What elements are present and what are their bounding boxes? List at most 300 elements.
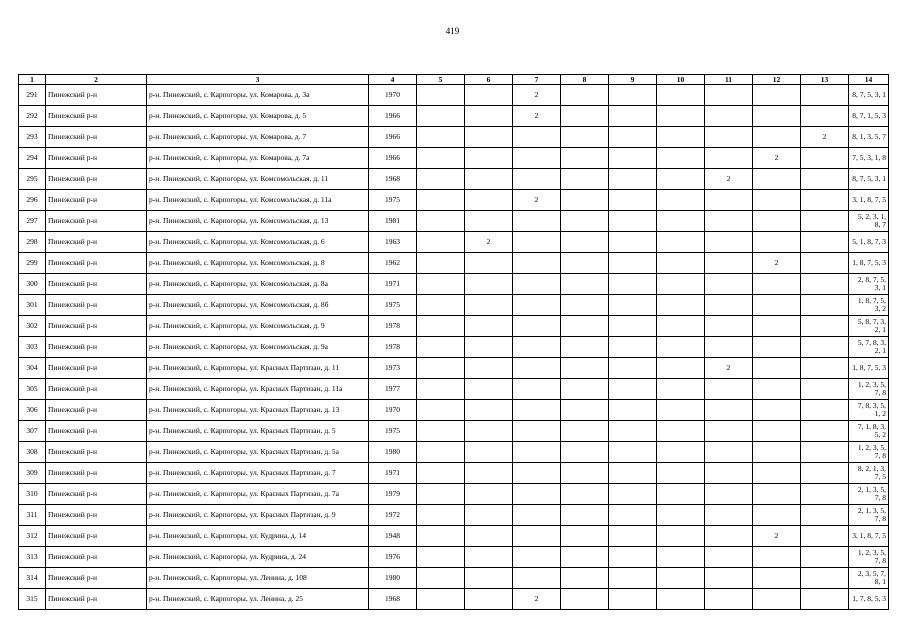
col-12-cell xyxy=(753,169,801,190)
col-13-cell xyxy=(801,505,849,526)
col-7-cell xyxy=(513,274,561,295)
sequence-cell: 3, 1, 8, 7, 5 xyxy=(849,526,889,547)
year-cell: 1970 xyxy=(369,85,417,106)
col-13-cell xyxy=(801,274,849,295)
col-10-cell xyxy=(657,589,705,610)
col-6-cell xyxy=(465,484,513,505)
col-6-cell xyxy=(465,400,513,421)
address-cell: р-н. Пинежский, с. Карпогоры, ул. Комарова, д. 3а xyxy=(147,85,369,106)
year-cell: 1972 xyxy=(369,505,417,526)
year-cell: 1978 xyxy=(369,337,417,358)
col-5-cell xyxy=(417,274,465,295)
col-7-cell xyxy=(513,316,561,337)
address-cell: р-н. Пинежский, с. Карпогоры, ул. Комсомольская, д. 8б xyxy=(147,295,369,316)
col-7-cell xyxy=(513,169,561,190)
year-cell: 1973 xyxy=(369,358,417,379)
col-13-cell xyxy=(801,232,849,253)
col-12-cell xyxy=(753,547,801,568)
col-13-cell xyxy=(801,463,849,484)
col-5-cell xyxy=(417,211,465,232)
table-row xyxy=(19,589,889,610)
col-8-cell xyxy=(561,400,609,421)
col-5-cell xyxy=(417,316,465,337)
col-6-cell xyxy=(465,526,513,547)
col-9-cell xyxy=(609,337,657,358)
district-cell: Пинежский р-н xyxy=(46,400,147,421)
col-11-cell xyxy=(705,274,753,295)
table-row xyxy=(19,400,889,421)
col-13-cell xyxy=(801,589,849,610)
row-number: 291 xyxy=(19,85,46,106)
col-10-cell xyxy=(657,337,705,358)
col-11-cell xyxy=(705,400,753,421)
district-cell: Пинежский р-н xyxy=(46,169,147,190)
col-7-cell xyxy=(513,463,561,484)
row-number: 304 xyxy=(19,358,46,379)
col-7-cell xyxy=(513,211,561,232)
col-7-cell xyxy=(513,568,561,589)
col-13-cell xyxy=(801,190,849,211)
col-5-cell xyxy=(417,106,465,127)
col-13-cell xyxy=(801,526,849,547)
column-header-4: 4 xyxy=(369,75,417,85)
row-number: 307 xyxy=(19,421,46,442)
column-header-13: 13 xyxy=(801,75,849,85)
col-6-cell xyxy=(465,148,513,169)
address-cell: р-н. Пинежский, с. Карпогоры, ул. Кудрина, д. 24 xyxy=(147,547,369,568)
col-12-cell xyxy=(753,295,801,316)
col-5-cell xyxy=(417,85,465,106)
col-11-cell xyxy=(705,421,753,442)
col-10-cell xyxy=(657,190,705,211)
row-number: 311 xyxy=(19,505,46,526)
table-row xyxy=(19,484,889,505)
col-8-cell xyxy=(561,442,609,463)
col-10-cell xyxy=(657,568,705,589)
col-10-cell xyxy=(657,505,705,526)
col-10-cell xyxy=(657,316,705,337)
col-7-cell xyxy=(513,232,561,253)
col-11-cell xyxy=(705,127,753,148)
table-row xyxy=(19,106,889,127)
column-header-12: 12 xyxy=(753,75,801,85)
col-8-cell xyxy=(561,547,609,568)
col-8-cell xyxy=(561,484,609,505)
address-cell: р-н. Пинежский, с. Карпогоры, ул. Красных Партизан, д. 5 xyxy=(147,421,369,442)
address-cell: р-н. Пинежский, с. Карпогоры, ул. Красных Партизан, д. 7а xyxy=(147,484,369,505)
row-number: 301 xyxy=(19,295,46,316)
address-cell: р-н. Пинежский, с. Карпогоры, ул. Комарова, д. 5 xyxy=(147,106,369,127)
col-11-cell xyxy=(705,316,753,337)
sequence-cell: 1, 2, 3, 5, 7, 8 xyxy=(849,442,889,463)
column-header-6: 6 xyxy=(465,75,513,85)
sequence-cell: 1, 7, 8, 5, 3 xyxy=(849,589,889,610)
sequence-cell: 7, 5, 3, 1, 8 xyxy=(849,148,889,169)
column-header-5: 5 xyxy=(417,75,465,85)
header-row xyxy=(19,75,889,85)
col-8-cell xyxy=(561,421,609,442)
col-12-cell xyxy=(753,505,801,526)
row-number: 297 xyxy=(19,211,46,232)
row-number: 313 xyxy=(19,547,46,568)
address-cell: р-н. Пинежский, с. Карпогоры, ул. Комсомольская, д. 9 xyxy=(147,316,369,337)
col-5-cell xyxy=(417,589,465,610)
col-12-cell xyxy=(753,484,801,505)
col-13-cell xyxy=(801,148,849,169)
col-6-cell xyxy=(465,316,513,337)
sequence-cell: 2, 3, 5, 7, 8, 1 xyxy=(849,568,889,589)
col-11-cell xyxy=(705,484,753,505)
col-9-cell xyxy=(609,442,657,463)
col-8-cell xyxy=(561,505,609,526)
table-row xyxy=(19,337,889,358)
col-11-cell xyxy=(705,106,753,127)
sequence-cell: 5, 8, 7, 3, 2, 1 xyxy=(849,316,889,337)
col-6-cell xyxy=(465,106,513,127)
col-11-cell xyxy=(705,148,753,169)
row-number: 314 xyxy=(19,568,46,589)
district-cell: Пинежский р-н xyxy=(46,106,147,127)
col-12-cell xyxy=(753,85,801,106)
col-8-cell xyxy=(561,253,609,274)
row-number: 312 xyxy=(19,526,46,547)
col-13-cell xyxy=(801,295,849,316)
col-5-cell xyxy=(417,253,465,274)
col-8-cell xyxy=(561,526,609,547)
col-11-cell xyxy=(705,589,753,610)
address-cell: р-н. Пинежский, с. Карпогоры, ул. Комсомольская, д. 8 xyxy=(147,253,369,274)
col-7-cell xyxy=(513,148,561,169)
col-11-cell xyxy=(705,547,753,568)
col-10-cell xyxy=(657,358,705,379)
col-11-cell xyxy=(705,526,753,547)
col-9-cell xyxy=(609,358,657,379)
page-number: 419 xyxy=(445,26,460,36)
col-7-cell xyxy=(513,358,561,379)
col-8-cell xyxy=(561,127,609,148)
row-number: 302 xyxy=(19,316,46,337)
col-5-cell xyxy=(417,190,465,211)
year-cell: 1966 xyxy=(369,148,417,169)
col-10-cell xyxy=(657,400,705,421)
address-cell: р-н. Пинежский, с. Карпогоры, ул. Комсомольская, д. 11 xyxy=(147,169,369,190)
col-12-cell xyxy=(753,421,801,442)
table-row xyxy=(19,148,889,169)
col-8-cell xyxy=(561,316,609,337)
col-12-cell xyxy=(753,358,801,379)
table-body xyxy=(19,85,889,610)
address-cell: р-н. Пинежский, с. Карпогоры, ул. Комарова, д. 7а xyxy=(147,148,369,169)
sequence-cell: 2, 8, 7, 5, 3, 1 xyxy=(849,274,889,295)
col-10-cell xyxy=(657,295,705,316)
table-row xyxy=(19,127,889,148)
col-11-cell xyxy=(705,85,753,106)
col-7-cell xyxy=(513,505,561,526)
year-cell: 1979 xyxy=(369,484,417,505)
col-13-cell xyxy=(801,253,849,274)
row-number: 315 xyxy=(19,589,46,610)
col-7-cell xyxy=(513,337,561,358)
col-10-cell xyxy=(657,463,705,484)
col-6-cell xyxy=(465,589,513,610)
col-7-cell xyxy=(513,295,561,316)
row-number: 299 xyxy=(19,253,46,274)
col-13-cell xyxy=(801,484,849,505)
district-cell: Пинежский р-н xyxy=(46,484,147,505)
column-header-10: 10 xyxy=(657,75,705,85)
col-11-cell xyxy=(705,337,753,358)
col-7-cell: 2 xyxy=(513,106,561,127)
col-8-cell xyxy=(561,232,609,253)
col-10-cell xyxy=(657,169,705,190)
row-number: 295 xyxy=(19,169,46,190)
row-number: 293 xyxy=(19,127,46,148)
year-cell: 1963 xyxy=(369,232,417,253)
col-7-cell xyxy=(513,547,561,568)
year-cell: 1962 xyxy=(369,253,417,274)
col-13-cell xyxy=(801,379,849,400)
table-row xyxy=(19,85,889,106)
district-cell: Пинежский р-н xyxy=(46,547,147,568)
col-6-cell xyxy=(465,358,513,379)
col-9-cell xyxy=(609,463,657,484)
district-cell: Пинежский р-н xyxy=(46,148,147,169)
address-cell: р-н. Пинежский, с. Карпогоры, ул. Комсомольская, д. 11а xyxy=(147,190,369,211)
col-6-cell xyxy=(465,463,513,484)
col-10-cell xyxy=(657,442,705,463)
district-cell: Пинежский р-н xyxy=(46,421,147,442)
table-row xyxy=(19,190,889,211)
column-header-14: 14 xyxy=(849,75,889,85)
year-cell: 1971 xyxy=(369,463,417,484)
col-13-cell xyxy=(801,85,849,106)
table-row xyxy=(19,295,889,316)
col-12-cell xyxy=(753,127,801,148)
row-number: 308 xyxy=(19,442,46,463)
col-8-cell xyxy=(561,190,609,211)
col-10-cell xyxy=(657,274,705,295)
col-8-cell xyxy=(561,568,609,589)
col-6-cell xyxy=(465,568,513,589)
address-cell: р-н. Пинежский, с. Карпогоры, ул. Комсомольская, д. 8а xyxy=(147,274,369,295)
col-7-cell: 2 xyxy=(513,589,561,610)
table-row xyxy=(19,421,889,442)
sequence-cell: 5, 2, 3, 1, 8, 7 xyxy=(849,211,889,232)
col-9-cell xyxy=(609,148,657,169)
col-10-cell xyxy=(657,379,705,400)
district-cell: Пинежский р-н xyxy=(46,190,147,211)
col-5-cell xyxy=(417,127,465,148)
column-header-8: 8 xyxy=(561,75,609,85)
row-number: 309 xyxy=(19,463,46,484)
sequence-cell: 5, 7, 8, 3, 2, 1 xyxy=(849,337,889,358)
col-9-cell xyxy=(609,421,657,442)
col-12-cell xyxy=(753,106,801,127)
col-6-cell xyxy=(465,274,513,295)
col-10-cell xyxy=(657,547,705,568)
col-9-cell xyxy=(609,589,657,610)
year-cell: 1968 xyxy=(369,169,417,190)
table-row xyxy=(19,316,889,337)
address-cell: р-н. Пинежский, с. Карпогоры, ул. Комсомольская, д. 6 xyxy=(147,232,369,253)
sequence-cell: 7, 1, 8, 3, 5, 2 xyxy=(849,421,889,442)
table-row xyxy=(19,463,889,484)
table-row xyxy=(19,169,889,190)
col-12-cell xyxy=(753,316,801,337)
address-cell: р-н. Пинежский, с. Карпогоры, ул. Красных Партизан, д. 7 xyxy=(147,463,369,484)
district-cell: Пинежский р-н xyxy=(46,232,147,253)
col-13-cell xyxy=(801,421,849,442)
year-cell: 1978 xyxy=(369,316,417,337)
col-10-cell xyxy=(657,211,705,232)
col-9-cell xyxy=(609,568,657,589)
col-6-cell xyxy=(465,190,513,211)
col-9-cell xyxy=(609,547,657,568)
address-cell: р-н. Пинежский, с. Карпогоры, ул. Ленина, д. 108 xyxy=(147,568,369,589)
district-cell: Пинежский р-н xyxy=(46,463,147,484)
col-6-cell xyxy=(465,253,513,274)
address-cell: р-н. Пинежский, с. Карпогоры, ул. Кудрина, д. 14 xyxy=(147,526,369,547)
col-5-cell xyxy=(417,421,465,442)
col-6-cell xyxy=(465,169,513,190)
col-8-cell xyxy=(561,295,609,316)
col-5-cell xyxy=(417,169,465,190)
sequence-cell: 3, 1, 8, 7, 5 xyxy=(849,190,889,211)
sequence-cell: 8, 7, 5, 3, 1 xyxy=(849,169,889,190)
column-header-3: 3 xyxy=(147,75,369,85)
col-10-cell xyxy=(657,106,705,127)
col-6-cell xyxy=(465,421,513,442)
col-5-cell xyxy=(417,295,465,316)
address-cell: р-н. Пинежский, с. Карпогоры, ул. Красных Партизан, д. 13 xyxy=(147,400,369,421)
col-9-cell xyxy=(609,127,657,148)
table-row xyxy=(19,505,889,526)
row-number: 296 xyxy=(19,190,46,211)
col-8-cell xyxy=(561,85,609,106)
col-6-cell xyxy=(465,337,513,358)
col-5-cell xyxy=(417,463,465,484)
district-cell: Пинежский р-н xyxy=(46,274,147,295)
col-11-cell xyxy=(705,253,753,274)
col-6-cell xyxy=(465,505,513,526)
col-8-cell xyxy=(561,106,609,127)
sequence-cell: 1, 2, 3, 5, 7, 8 xyxy=(849,547,889,568)
address-cell: р-н. Пинежский, с. Карпогоры, ул. Комарова, д. 7 xyxy=(147,127,369,148)
col-10-cell xyxy=(657,421,705,442)
address-cell: р-н. Пинежский, с. Карпогоры, ул. Красных Партизан, д. 11 xyxy=(147,358,369,379)
col-6-cell xyxy=(465,85,513,106)
row-number: 300 xyxy=(19,274,46,295)
address-cell: р-н. Пинежский, с. Карпогоры, ул. Красных Партизан, д. 11а xyxy=(147,379,369,400)
row-number: 298 xyxy=(19,232,46,253)
col-7-cell xyxy=(513,442,561,463)
column-header-11: 11 xyxy=(705,75,753,85)
sequence-cell: 7, 8, 3, 5, 1, 2 xyxy=(849,400,889,421)
col-11-cell: 2 xyxy=(705,358,753,379)
col-9-cell xyxy=(609,484,657,505)
address-cell: р-н. Пинежский, с. Карпогоры, ул. Красных Партизан, д. 5а xyxy=(147,442,369,463)
col-7-cell xyxy=(513,379,561,400)
col-11-cell xyxy=(705,232,753,253)
col-13-cell xyxy=(801,316,849,337)
year-cell: 1981 xyxy=(369,211,417,232)
year-cell: 1975 xyxy=(369,421,417,442)
col-5-cell xyxy=(417,547,465,568)
year-cell: 1966 xyxy=(369,127,417,148)
district-cell: Пинежский р-н xyxy=(46,568,147,589)
col-9-cell xyxy=(609,169,657,190)
col-11-cell: 2 xyxy=(705,169,753,190)
table-row xyxy=(19,274,889,295)
col-8-cell xyxy=(561,379,609,400)
col-12-cell xyxy=(753,379,801,400)
district-cell: Пинежский р-н xyxy=(46,505,147,526)
col-6-cell xyxy=(465,547,513,568)
col-9-cell xyxy=(609,253,657,274)
col-12-cell xyxy=(753,190,801,211)
col-6-cell: 2 xyxy=(465,232,513,253)
col-9-cell xyxy=(609,316,657,337)
col-5-cell xyxy=(417,148,465,169)
year-cell: 1980 xyxy=(369,442,417,463)
col-8-cell xyxy=(561,169,609,190)
col-8-cell xyxy=(561,274,609,295)
address-cell: р-н. Пинежский, с. Карпогоры, ул. Ленина, д. 25 xyxy=(147,589,369,610)
table-row xyxy=(19,379,889,400)
col-7-cell xyxy=(513,127,561,148)
year-cell: 1977 xyxy=(369,379,417,400)
sequence-cell: 2, 1, 3, 5, 7, 8 xyxy=(849,505,889,526)
district-cell: Пинежский р-н xyxy=(46,337,147,358)
col-13-cell xyxy=(801,400,849,421)
year-cell: 1975 xyxy=(369,295,417,316)
col-7-cell xyxy=(513,526,561,547)
col-5-cell xyxy=(417,232,465,253)
col-9-cell xyxy=(609,232,657,253)
year-cell: 1980 xyxy=(369,568,417,589)
col-6-cell xyxy=(465,127,513,148)
col-9-cell xyxy=(609,505,657,526)
district-cell: Пинежский р-н xyxy=(46,85,147,106)
column-header-1: 1 xyxy=(19,75,46,85)
address-cell: р-н. Пинежский, с. Карпогоры, ул. Комсомольская, д. 9а xyxy=(147,337,369,358)
address-cell: р-н. Пинежский, с. Карпогоры, ул. Комсомольская, д. 13 xyxy=(147,211,369,232)
col-12-cell xyxy=(753,463,801,484)
year-cell: 1968 xyxy=(369,589,417,610)
table-row xyxy=(19,442,889,463)
sequence-cell: 8, 7, 5, 3, 1 xyxy=(849,85,889,106)
col-8-cell xyxy=(561,148,609,169)
col-13-cell: 2 xyxy=(801,127,849,148)
table-row xyxy=(19,547,889,568)
row-number: 305 xyxy=(19,379,46,400)
col-5-cell xyxy=(417,505,465,526)
district-cell: Пинежский р-н xyxy=(46,589,147,610)
col-5-cell xyxy=(417,568,465,589)
col-9-cell xyxy=(609,526,657,547)
row-number: 303 xyxy=(19,337,46,358)
col-9-cell xyxy=(609,400,657,421)
col-12-cell xyxy=(753,442,801,463)
col-11-cell xyxy=(705,211,753,232)
col-7-cell: 2 xyxy=(513,190,561,211)
year-cell: 1971 xyxy=(369,274,417,295)
row-number: 310 xyxy=(19,484,46,505)
table-row xyxy=(19,232,889,253)
col-13-cell xyxy=(801,106,849,127)
col-10-cell xyxy=(657,85,705,106)
col-12-cell: 2 xyxy=(753,148,801,169)
